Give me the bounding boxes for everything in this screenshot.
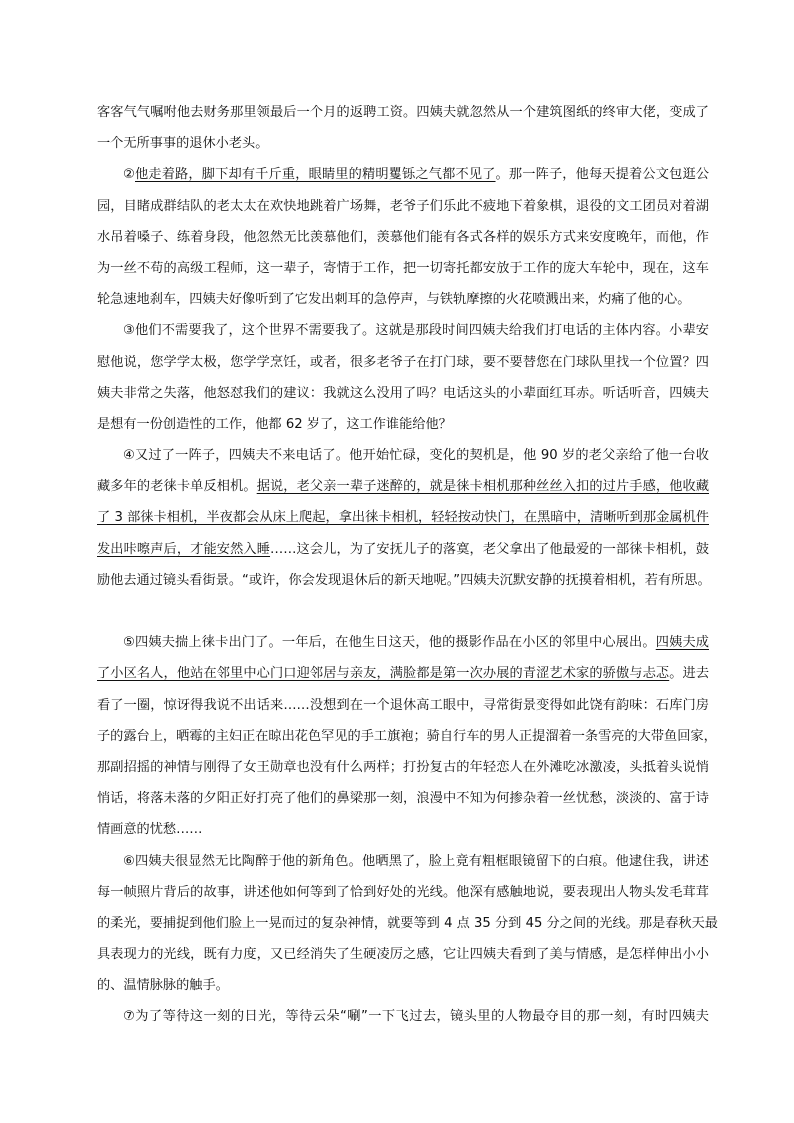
text-line: [97, 846, 709, 877]
text-line: [97, 690, 709, 721]
text-segment: 具表现力的光线，既有力度，又已经消失了生硬凌厉之感，它让四姨夫看到了美与情感，是怎样伸出小小: [97, 947, 709, 963]
text-line: [97, 721, 717, 752]
text-line: [97, 534, 709, 565]
text-line: [97, 284, 709, 315]
text-segment: 藏多年的老徕卡单反相机。: [97, 479, 257, 495]
paragraph: [97, 1001, 709, 1032]
text-line: [97, 908, 718, 939]
text-line: [97, 970, 709, 1001]
text-line: [97, 658, 709, 689]
text-segment: 看了一圈，惊讶得我说不出话来……没想到在一个退休高工眼中，寻常街景变得如此饶有韵味：石库门房: [97, 697, 709, 713]
text-segment: 为一丝不苟的高级工程师，这一辈子，寄情于工作，把一切寄托都安放于工作的庞大车轮中，现在，这车: [97, 260, 709, 276]
text-line: [97, 752, 709, 783]
text-line: [97, 565, 709, 596]
text-line: [97, 409, 709, 440]
underlined-text: 他走着路，脚下却有千斤重，眼睛里的精明矍铄之气都不见了: [135, 167, 496, 183]
text-line: [97, 97, 709, 128]
underlined-text: 四姨夫成: [655, 635, 709, 651]
text-segment: ②: [123, 167, 135, 183]
text-segment: 每一帧照片背后的故事，讲述他如何等到了恰到好处的光线。他深有感触地说，要表现出人物头发毛茸茸: [97, 884, 709, 900]
text-line: [97, 627, 709, 658]
paragraph: [97, 440, 709, 596]
paragraph: [97, 846, 718, 1002]
text-line: [97, 222, 709, 253]
text-segment: 慰他说，您学学太极，您学学烹饪，或者，很多老爷子在打门球，要不要替您在门球队里找一个位置？四: [97, 354, 709, 370]
text-line: [97, 378, 709, 409]
text-line: [97, 814, 709, 845]
document-body: [97, 97, 718, 1033]
paragraph: [97, 315, 709, 440]
paragraph: [97, 627, 717, 845]
text-segment: 那副招摇的神情与刚得了女王勋章也没有什么两样；打扮复古的年轻恋人在外滩吃冰激凌，头抵着头说悄: [97, 759, 709, 775]
paragraph: [97, 596, 709, 627]
text-segment: 情画意的忧愁……: [97, 822, 203, 838]
underlined-text: 据说，老父亲一辈子迷醉的，就是徕卡相机那种丝丝入扣的过片手感，他收藏: [256, 479, 710, 495]
underlined-text: 了小区名人，他站在邻里中心门口迎邻居与亲友，满脸都是第一次办展的青涩艺术家的骄傲与忐忑: [97, 666, 670, 682]
text-segment: 水吊着嗓子、练着身段，他忽然无比羡慕他们，羡慕他们能有各式各样的娱乐方式来安度晚年，而他，作: [97, 229, 709, 245]
underlined-text: 发出咔嚓声后，才能安然入睡: [97, 541, 271, 557]
text-line: [97, 877, 709, 908]
text-segment: 悄话，将落未落的夕阳正好打亮了他们的鼻梁那一刻，浪漫中不知为何掺杂着一丝忧愁，淡淡的、富于诗: [97, 791, 709, 807]
text-segment: 。那一阵子，他每天提着公文包逛公: [495, 167, 710, 183]
text-segment: ⑥四姨夫很显然无比陶醉于他的新角色。他晒黑了，脸上竟有粗框眼镜留下的白痕。他逮住我，讲述: [123, 853, 709, 869]
text-line: [97, 347, 709, 378]
text-segment: 姨夫非常之失落，他怒怼我们的建议：我就这么没用了吗？电话这头的小辈面红耳赤。听话听音，四姨夫: [97, 385, 709, 401]
underlined-text: 了 3 部徕卡相机，半夜都会从床上爬起，拿出徕卡相机，轻轻按动快门，在黑暗中，清晰听到那金属机件: [97, 510, 709, 526]
text-line: [97, 596, 709, 627]
text-segment: ④又过了一阵子，四姨夫不来电话了。他开始忙碌，变化的契机是，他 90 岁的老父亲给了他一台收: [123, 448, 709, 464]
text-line: [97, 939, 709, 970]
text-line: [97, 471, 709, 502]
text-line: [97, 159, 709, 190]
text-segment: 。进去: [669, 666, 710, 682]
text-line: [97, 128, 709, 159]
text-segment: 园，目睹成群结队的老太太在欢快地跳着广场舞，老爷子们乐此不疲地下着象棋，退役的文工团员对着湖: [97, 198, 709, 214]
text-segment: ……这会儿，为了安抚儿子的落寞，老父拿出了他最爱的一部徕卡相机，鼓: [270, 541, 710, 557]
text-line: [97, 783, 709, 814]
text-segment: 一个无所事事的退休小老头。: [97, 136, 269, 152]
text-segment: 的、温情脉脉的触手。: [97, 978, 229, 994]
text-line: [97, 502, 709, 533]
text-line: [97, 1001, 709, 1032]
paragraph: [97, 159, 709, 315]
text-segment: 轮急速地刹车，四姨夫好像听到了它发出刺耳的急停声，与铁轨摩擦的火花喷溅出来，灼痛了他的心。: [97, 292, 691, 308]
text-segment: 是想有一份创造性的工作，他都 62 岁了，这工作谁能给他？: [97, 416, 452, 432]
text-line: [97, 253, 709, 284]
text-segment: 励他去通过镜头看街景。“或许，你会发现退休后的新天地呢。”四姨夫沉默安静的抚摸着相机，若有所思。: [97, 572, 711, 588]
text-segment: 客客气气嘱咐他去财务那里领最后一个月的返聘工资。四姨夫就忽然从一个建筑图纸的终审大佬，变成了: [97, 105, 709, 120]
text-line: [97, 191, 709, 222]
text-line: [97, 440, 709, 471]
text-segment: ③他们不需要我了，这个世界不需要我了。这就是那段时间四姨夫给我们打电话的主体内容。小辈安: [123, 323, 709, 339]
text-line: [97, 315, 709, 346]
paragraph: [97, 97, 709, 159]
text-segment: 子的露台上，晒霉的主妇正在晾出花色罕见的手工旗袍；骑自行车的男人正提溜着一条雪亮的大带鱼回家，: [97, 728, 717, 744]
text-segment: ⑦为了等待这一刻的日光，等待云朵“唰”一下飞过去，镜头里的人物最夺目的那一刻，有时四姨夫: [123, 1009, 709, 1025]
text-segment: ⑤四姨夫揣上徕卡出门了。一年后，在他生日这天，他的摄影作品在小区的邻里中心展出。: [123, 635, 656, 651]
text-segment: 的柔光，要捕捉到他们脸上一晃而过的复杂神情，就要等到 4 点 35 分到 45 分之间的光线。那是春秋天最: [97, 915, 718, 931]
